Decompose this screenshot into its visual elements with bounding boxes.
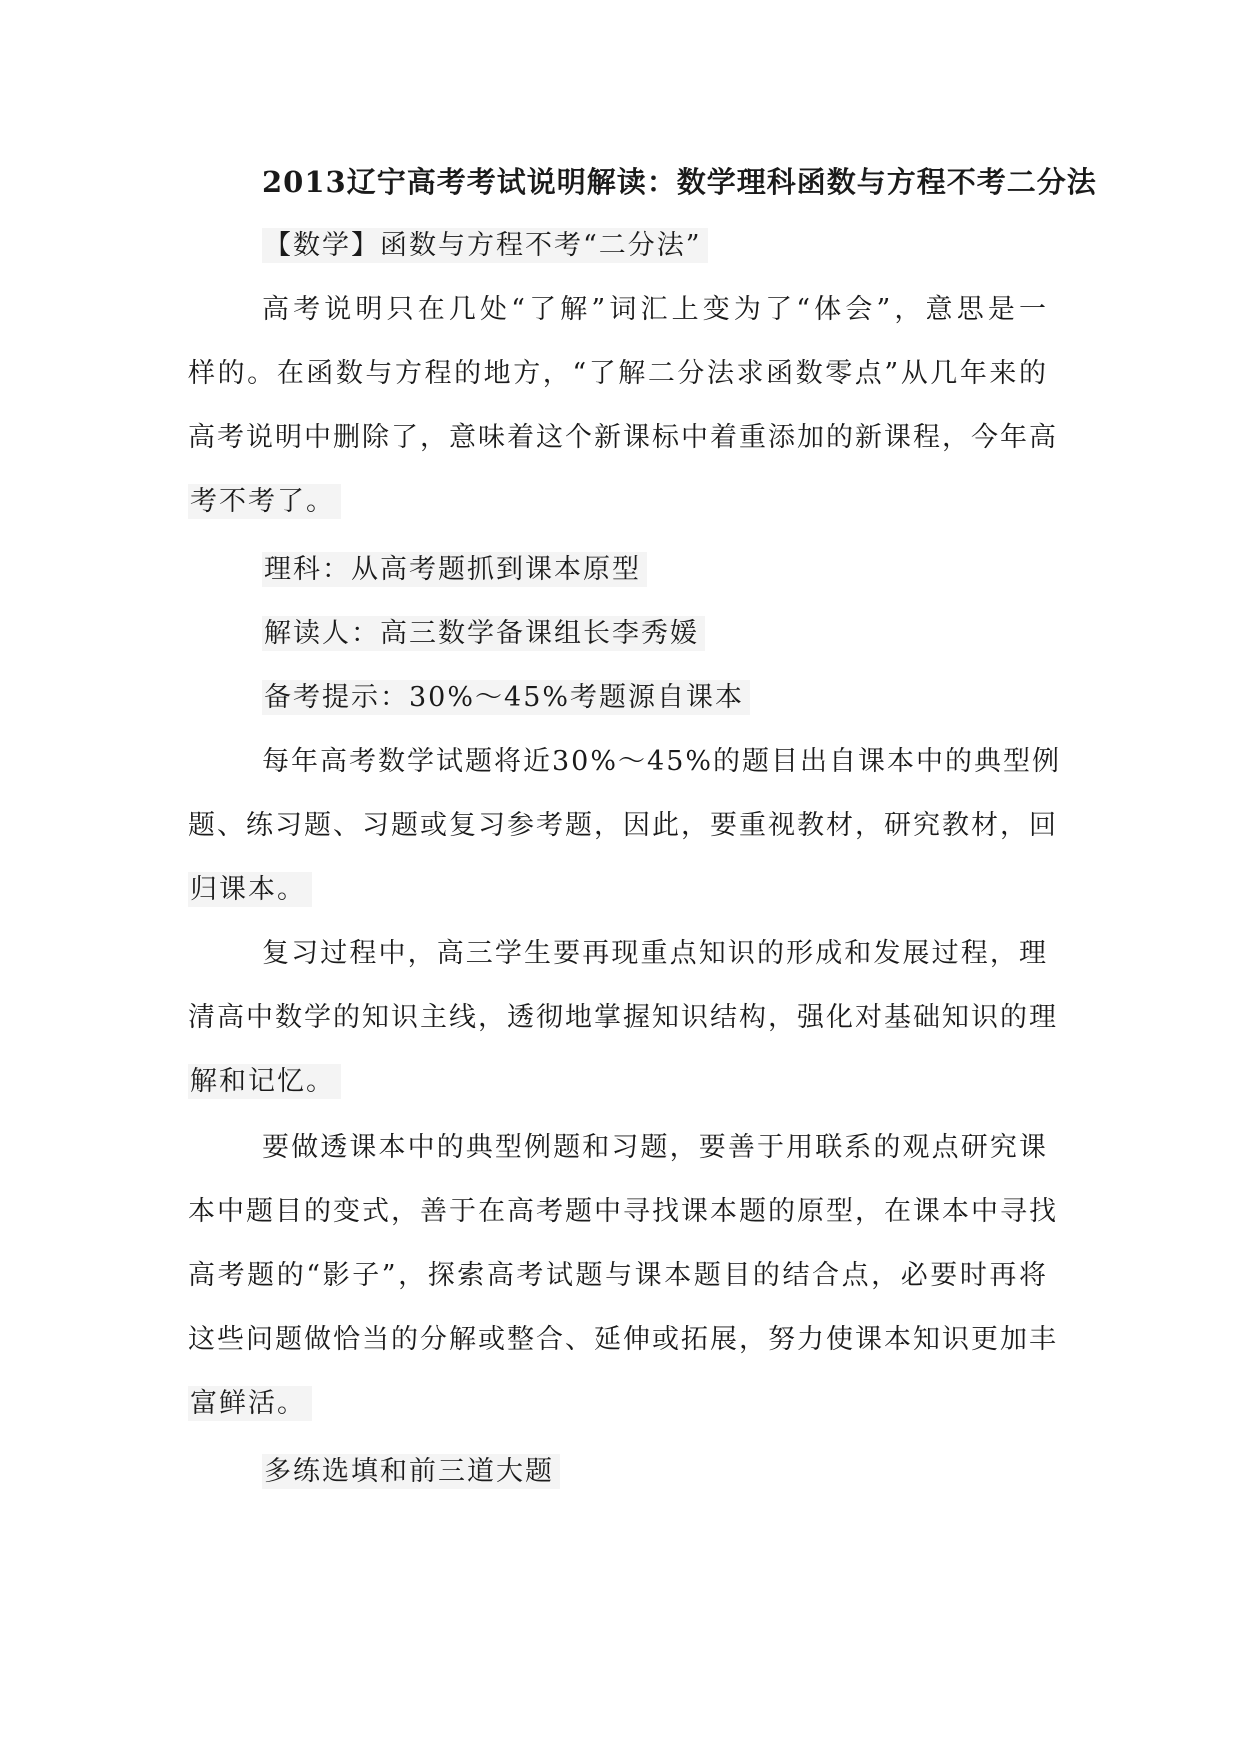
- paragraph-line: 解和记忆。: [188, 1062, 341, 1102]
- paragraph-line: 题、练习题、习题或复习参考题，因此，要重视教材，研究教材，回: [188, 810, 1058, 841]
- section-heading-practice: 多练选填和前三道大题: [262, 1452, 560, 1492]
- paragraph-line: 清高中数学的知识主线，透彻地掌握知识结构，强化对基础知识的理: [188, 1002, 1058, 1033]
- paragraph-line: 本中题目的变式，善于在高考题中寻找课本题的原型，在课本中寻找: [188, 1196, 1058, 1227]
- interpreter-line: 解读人：高三数学备课组长李秀媛: [262, 614, 705, 654]
- paragraph-line: 富鲜活。: [188, 1384, 312, 1424]
- paragraph-line: 高考说明中删除了，意味着这个新课标中着重添加的新课程，今年高: [188, 422, 1058, 453]
- paragraph-line: 每年高考数学试题将近30%～45%的题目出自课本中的典型例: [262, 746, 1062, 777]
- paragraph-line: 这些问题做恰当的分解或整合、延伸或拓展，努力使课本知识更加丰: [188, 1324, 1058, 1355]
- paragraph-line: 考不考了。: [188, 482, 341, 522]
- document-title: 2013辽宁高考考试说明解读：数学理科函数与方程不考二分法: [262, 165, 1097, 199]
- paragraph-line: 高考说明只在几处“了解”词汇上变为了“体会”，意思是一: [262, 294, 1048, 325]
- paragraph-line: 归课本。: [188, 870, 312, 910]
- paragraph-line: 高考题的“影子”，探索高考试题与课本题目的结合点，必要时再将: [188, 1260, 1048, 1291]
- section-heading-science: 理科：从高考题抓到课本原型: [262, 550, 647, 590]
- exam-tip-line: 备考提示：30%～45%考题源自课本: [262, 678, 750, 718]
- paragraph-line: 样的。在函数与方程的地方，“了解二分法求函数零点”从几年来的: [188, 358, 1048, 389]
- paragraph-line: 要做透课本中的典型例题和习题，要善于用联系的观点研究课: [262, 1132, 1048, 1163]
- paragraph-line: 复习过程中，高三学生要再现重点知识的形成和发展过程，理: [262, 938, 1048, 969]
- section-heading-math: 【数学】函数与方程不考“二分法”: [262, 226, 708, 266]
